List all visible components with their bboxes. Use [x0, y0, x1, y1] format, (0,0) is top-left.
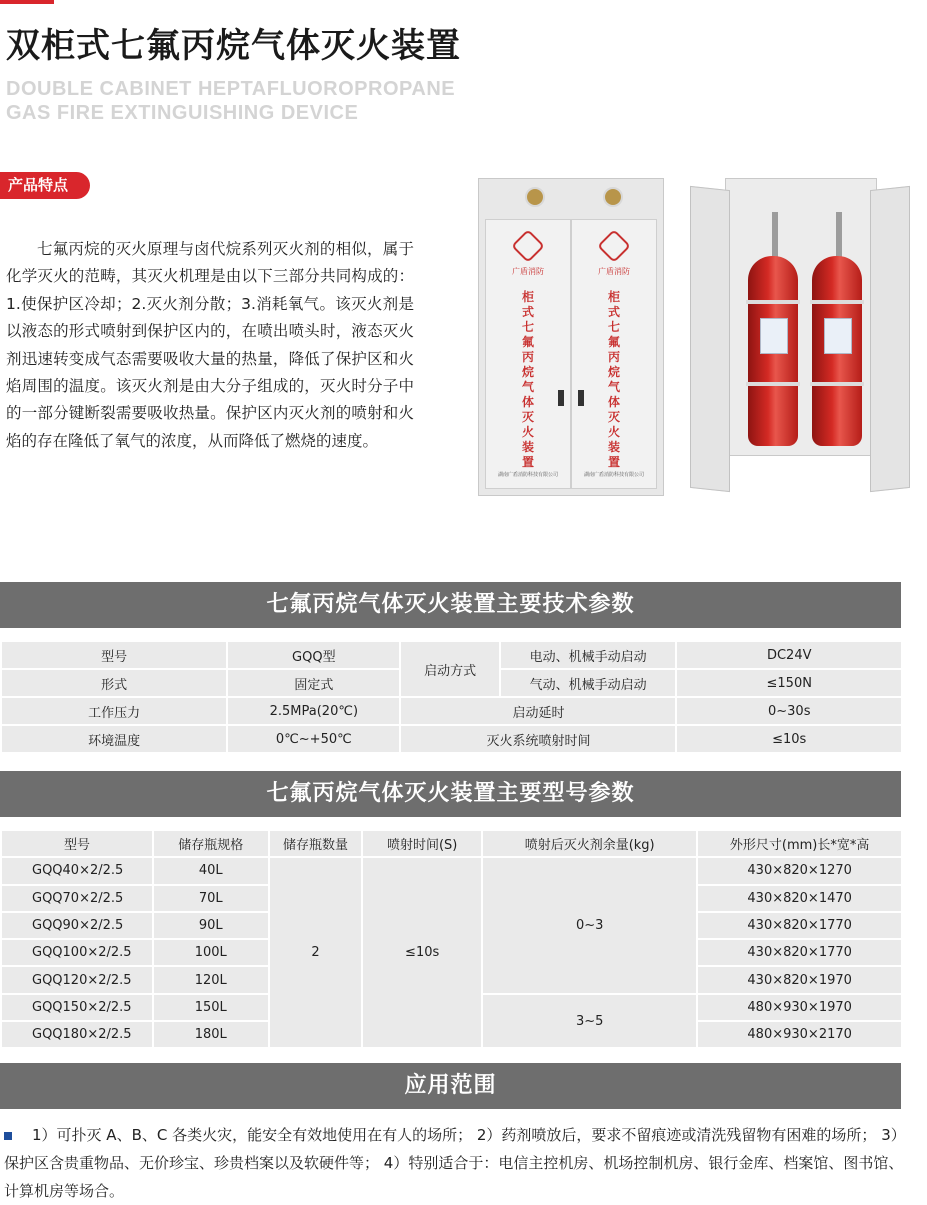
model-cell: GQQ120×2/2.5 [2, 967, 152, 992]
open-door-right [870, 186, 910, 492]
column-header: 型号 [2, 831, 152, 856]
open-door-left [690, 186, 730, 492]
spec-cell: 120L [154, 967, 268, 992]
door-label: 柜式七氟丙烷气体灭火装置 [607, 290, 620, 469]
size-cell: 430×820×1470 [698, 886, 901, 911]
size-cell: 430×820×1770 [698, 940, 901, 965]
table-row [2, 726, 901, 752]
door-handle-icon [558, 390, 564, 406]
table-cell: 固定式 [228, 670, 399, 696]
count-cell: 2 [270, 858, 362, 1047]
model-cell: GQQ40×2/2.5 [2, 858, 152, 883]
door-brand: 广盾消防 [598, 267, 630, 276]
table-cell: 2.5MPa(20℃) [228, 698, 399, 724]
table-cell: 电动、机械手动启动 [501, 642, 676, 668]
gas-cylinder-icon [812, 256, 862, 446]
english-title-line2: GAS FIRE EXTINGUISHING DEVICE [6, 102, 359, 124]
application-paragraph [4, 1121, 904, 1205]
table-header-row [2, 831, 901, 856]
size-cell: 480×930×1970 [698, 995, 901, 1020]
table-cell: 启动方式 [401, 642, 498, 696]
gas-cylinder-icon [748, 256, 798, 446]
cabinet-door-left [485, 219, 571, 489]
residual-cell: 3~5 [483, 995, 696, 1048]
model-cell: GQQ150×2/2.5 [2, 995, 152, 1020]
door-maker: 湖南广盾消防科技有限公司 [497, 472, 558, 478]
valve-icon [603, 187, 623, 207]
model-cell: GQQ180×2/2.5 [2, 1022, 152, 1047]
spray-time-cell: ≤10s [363, 858, 481, 1047]
table-cell: 0~30s [677, 698, 901, 724]
column-header: 储存瓶规格 [154, 831, 268, 856]
size-cell: 430×820×1970 [698, 967, 901, 992]
size-cell: 430×820×1770 [698, 913, 901, 938]
door-handle-icon [578, 390, 584, 406]
table-cell: 气动、机械手动启动 [501, 670, 676, 696]
door-maker: 湖南广盾消防科技有限公司 [583, 472, 644, 478]
spec-cell: 90L [154, 913, 268, 938]
table-cell: GQQ型 [228, 642, 399, 668]
column-header: 喷射时间(S) [363, 831, 481, 856]
spec-cell: 70L [154, 886, 268, 911]
table-cell: 形式 [2, 670, 226, 696]
table-cell: 启动延时 [401, 698, 675, 724]
column-header: 喷射后灭火剂余量(kg) [483, 831, 696, 856]
table-row [2, 698, 901, 724]
residual-cell: 0~3 [483, 858, 696, 992]
page-title: 双柜式七氟丙烷气体灭火装置 [6, 26, 461, 66]
accent-line [0, 0, 54, 4]
bullet-icon [4, 1132, 12, 1140]
table-cell: 环境温度 [2, 726, 226, 752]
table-row [2, 858, 901, 883]
valve-icon [525, 187, 545, 207]
tech-params-heading: 七氟丙烷气体灭火装置主要技术参数 [0, 582, 901, 628]
model-cell: GQQ70×2/2.5 [2, 886, 152, 911]
pipe-icon [772, 212, 778, 258]
model-params-table [0, 829, 903, 1049]
pipe-icon [836, 212, 842, 258]
spec-cell: 150L [154, 995, 268, 1020]
size-cell: 480×930×2170 [698, 1022, 901, 1047]
door-label: 柜式七氟丙烷气体灭火装置 [521, 290, 534, 469]
brand-logo-icon [511, 229, 545, 263]
table-cell: 灭火系统喷射时间 [401, 726, 675, 752]
model-params-heading: 七氟丙烷气体灭火装置主要型号参数 [0, 771, 901, 817]
application-heading: 应用范围 [0, 1063, 901, 1109]
column-header: 外形尺寸(mm)长*宽*高 [698, 831, 901, 856]
table-cell: 型号 [2, 642, 226, 668]
cabinet-door-right [571, 219, 657, 489]
column-header: 储存瓶数量 [270, 831, 362, 856]
table-cell: ≤10s [677, 726, 901, 752]
application-text: 1）可扑灭 A、B、C 各类火灾，能安全有效地使用在有人的场所； 2）药剂喷放后，要求不留痕迹或清洗残留物有困难的场所； 3）保护区含贵重物品、无价珍宝、珍贵档案以及软硬件等； 4）特别适合于：电信主控机房、机场控制机房、银行金库、档案馆、图书馆、计算机房等场合。 [4, 1126, 904, 1200]
size-cell: 430×820×1270 [698, 858, 901, 883]
door-brand: 广盾消防 [512, 267, 544, 276]
features-badge: 产品特点 [0, 172, 90, 199]
closed-cabinet-image [478, 178, 664, 496]
brand-logo-icon [597, 229, 631, 263]
spec-cell: 180L [154, 1022, 268, 1047]
table-cell: DC24V [677, 642, 901, 668]
spec-cell: 100L [154, 940, 268, 965]
tech-params-table [0, 640, 903, 754]
spec-cell: 40L [154, 858, 268, 883]
english-title-line1: DOUBLE CABINET HEPTAFLUOROPROPANE [6, 78, 456, 100]
open-cabinet-image [690, 178, 910, 496]
features-paragraph: 七氟丙烷的灭火原理与卤代烷系列灭火剂的相似，属于化学灭火的范畴，其灭火机理是由以下三部分共同构成的：1.使保护区冷却；2.灭火剂分散；3.消耗氧气。该灭火剂是以液态的形式喷射到保护区内的，在喷出喷头时，液态灭火剂迅速转变成气态需要吸收大量的热量，降低了保护区和火焰周围的温度。该灭火剂是由大分子组成的，灭火时分子中的一部分键断裂需要吸收热量。保护区内灭火剂的喷射和火焰的存在隆低了氧气的浓度，从而降低了燃烧的速度。 [6, 240, 414, 450]
model-cell: GQQ90×2/2.5 [2, 913, 152, 938]
table-cell: 0℃~+50℃ [228, 726, 399, 752]
table-row [2, 642, 901, 668]
table-cell: ≤150N [677, 670, 901, 696]
model-cell: GQQ100×2/2.5 [2, 940, 152, 965]
table-cell: 工作压力 [2, 698, 226, 724]
